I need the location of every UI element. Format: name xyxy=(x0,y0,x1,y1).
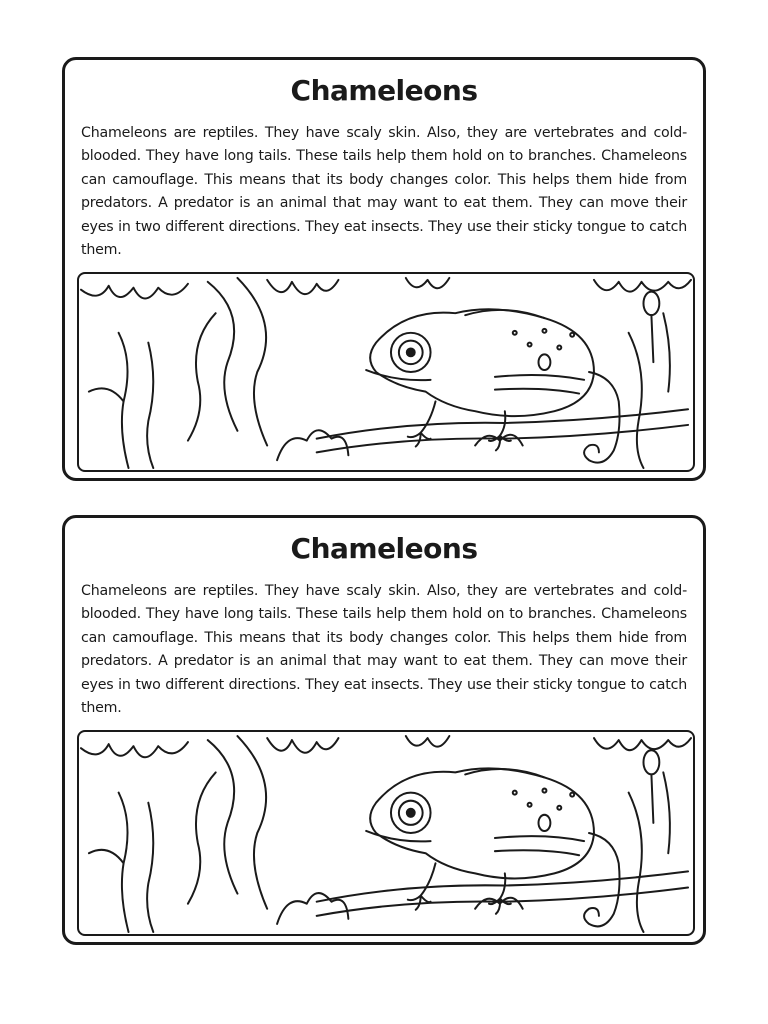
card-body-text: Chameleons are reptiles. They have scaly skin. Also, they are vertebrates and cold-blooded. They have long tails. These tails help them hold on to branches. Chameleons can camouflage. This means that its body changes color. This helps them hide from predators. A predator is an animal that may want to eat them. They can move their eyes in two different directions. They eat insects. They use their sticky tongue to catch them. xyxy=(81,583,687,717)
card-title: Chameleons xyxy=(290,532,478,565)
chameleon-illustration xyxy=(77,730,695,936)
chameleon-on-branch-icon xyxy=(79,732,693,934)
chameleon-on-branch-icon xyxy=(79,274,693,470)
card-body-text: Chameleons are reptiles. They have scaly skin. Also, they are vertebrates and cold-blooded. They have long tails. These tails help them hold on to branches. Chameleons can camouflage. This means that its body changes color. This helps them hide from predators. A predator is an animal that may want to eat them. They can move their eyes in two different directions. They eat insects. They use their sticky tongue to catch them. xyxy=(81,125,687,259)
chameleon-card-bottom xyxy=(62,515,706,945)
chameleon-card-top xyxy=(62,57,706,481)
card-title: Chameleons xyxy=(290,74,478,107)
chameleon-illustration xyxy=(77,272,695,472)
